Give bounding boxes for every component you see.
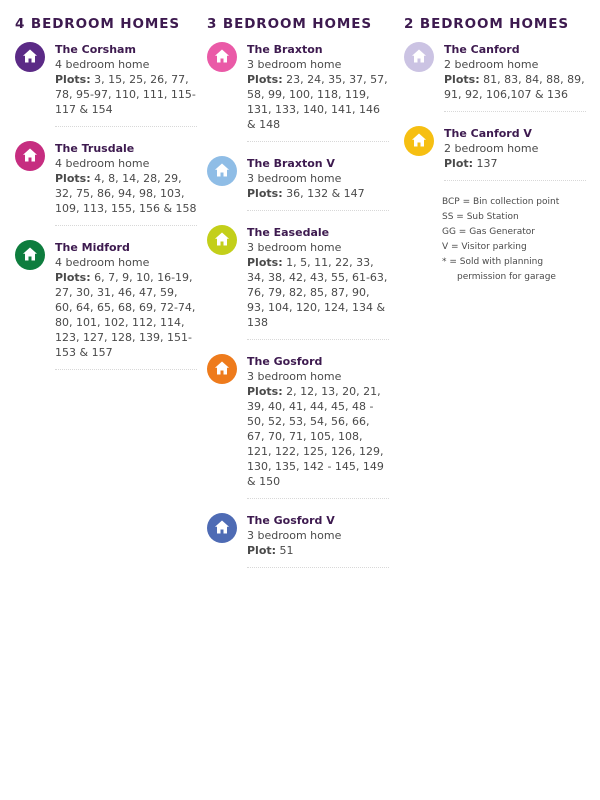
plots-label: Plots: (55, 73, 91, 86)
house-icon (404, 126, 434, 156)
column-3-bedroom (207, 16, 389, 582)
divider (444, 180, 586, 181)
divider (247, 210, 389, 211)
home-name: The Gosford (247, 355, 323, 368)
house-icon (207, 513, 237, 543)
column-title: 2 BEDROOM HOMES (404, 16, 569, 32)
home-plots (247, 255, 389, 330)
home-description: 3 bedroom home (247, 370, 342, 383)
home-plots (247, 186, 389, 201)
home-name: The Corsham (55, 43, 136, 56)
home-entry-trusdale (15, 141, 197, 226)
home-entry-midford (15, 240, 197, 370)
home-plots (55, 72, 197, 117)
divider (247, 498, 389, 499)
home-entry-canford-v (404, 126, 586, 181)
house-icon (207, 156, 237, 186)
legend-item: * = Sold with planning (442, 257, 544, 267)
home-description: 3 bedroom home (247, 58, 342, 71)
home-plots (247, 384, 389, 489)
home-description: 4 bedroom home (55, 58, 150, 71)
legend-item: V = Visitor parking (442, 242, 527, 252)
home-plots (55, 171, 197, 216)
legend-item: GG = Gas Generator (442, 227, 535, 237)
column-4-bedroom (15, 16, 197, 384)
house-icon (207, 225, 237, 255)
home-entry-easedale (207, 225, 389, 340)
divider (247, 339, 389, 340)
plots-list: 1, 5, 11, 22, 33, 34, 38, 42, 43, 55, 61-63, 76, 79, 82, 85, 87, 90, 93, 104, 120, 124, 134 & 138 (247, 256, 388, 329)
divider (247, 141, 389, 142)
home-entry-corsham (15, 42, 197, 127)
legend (404, 195, 586, 285)
home-description: 3 bedroom home (247, 529, 342, 542)
home-name: The Midford (55, 241, 130, 254)
plots-list: 4, 8, 14, 28, 29, 32, 75, 86, 94, 98, 103, 109, 113, 155, 156 & 158 (55, 172, 197, 215)
plots-list: 36, 132 & 147 (286, 187, 365, 200)
plots-list: 51 (279, 544, 294, 557)
plots-label: Plots: (247, 187, 283, 200)
plots-label: Plots: (55, 172, 91, 185)
plots-label: Plots: (247, 256, 283, 269)
home-plots (247, 543, 389, 558)
house-icon (15, 240, 45, 270)
home-plots (55, 270, 197, 360)
home-name: The Braxton V (247, 157, 335, 170)
plots-label: Plot: (444, 157, 474, 170)
home-entry-gosford-v (207, 513, 389, 568)
home-description: 2 bedroom home (444, 142, 539, 155)
divider (55, 369, 197, 370)
home-name: The Canford V (444, 127, 532, 140)
house-icon (15, 141, 45, 171)
home-plots (247, 72, 389, 132)
home-description: 2 bedroom home (444, 58, 539, 71)
plots-list: 137 (476, 157, 498, 170)
home-description: 3 bedroom home (247, 241, 342, 254)
home-name: The Easedale (247, 226, 330, 239)
home-entry-gosford (207, 354, 389, 499)
home-description: 3 bedroom home (247, 172, 342, 185)
home-plots (444, 72, 586, 102)
plots-list: 6, 7, 9, 10, 16-19, 27, 30, 31, 46, 47, 59, 60, 64, 65, 68, 69, 72-74, 80, 101, 102, 112, 114, 123, 127, 128, 139, 151-153 & 157 (55, 271, 196, 359)
legend-item: BCP = Bin collection point (442, 197, 560, 207)
column-title: 4 BEDROOM HOMES (15, 16, 180, 32)
column-2-bedroom (404, 16, 586, 285)
divider (444, 111, 586, 112)
home-name: The Gosford V (247, 514, 335, 527)
divider (55, 126, 197, 127)
plots-label: Plot: (247, 544, 277, 557)
home-name: The Braxton (247, 43, 323, 56)
plots-label: Plots: (247, 385, 283, 398)
home-name: The Trusdale (55, 142, 135, 155)
home-plots (444, 156, 586, 171)
plots-list: 81, 83, 84, 88, 89, 91, 92, 106,107 & 136 (444, 73, 585, 101)
column-title: 3 BEDROOM HOMES (207, 16, 372, 32)
home-description: 4 bedroom home (55, 157, 150, 170)
legend-item: SS = Sub Station (442, 212, 519, 222)
house-icon (207, 354, 237, 384)
divider (247, 567, 389, 568)
plots-label: Plots: (55, 271, 91, 284)
home-entry-canford (404, 42, 586, 112)
home-name: The Canford (444, 43, 520, 56)
plots-label: Plots: (444, 73, 480, 86)
legend-item: permission for garage (457, 272, 556, 282)
divider (55, 225, 197, 226)
home-description: 4 bedroom home (55, 256, 150, 269)
plots-label: Plots: (247, 73, 283, 86)
plots-list: 2, 12, 13, 20, 21, 39, 40, 41, 44, 45, 48 - 50, 52, 53, 54, 56, 66, 67, 70, 71, 105, 108, 121, 122, 125, 126, 129, 130, 135, 142 - 145, 149 & 150 (247, 385, 384, 488)
house-icon (404, 42, 434, 72)
house-icon (207, 42, 237, 72)
home-entry-braxton (207, 42, 389, 142)
home-entry-braxton-v (207, 156, 389, 211)
plots-list: 23, 24, 35, 37, 57, 58, 99, 100, 118, 119, 131, 133, 140, 141, 146 & 148 (247, 73, 388, 131)
plots-list: 3, 15, 25, 26, 77, 78, 95-97, 110, 111, 115-117 & 154 (55, 73, 196, 116)
house-icon (15, 42, 45, 72)
